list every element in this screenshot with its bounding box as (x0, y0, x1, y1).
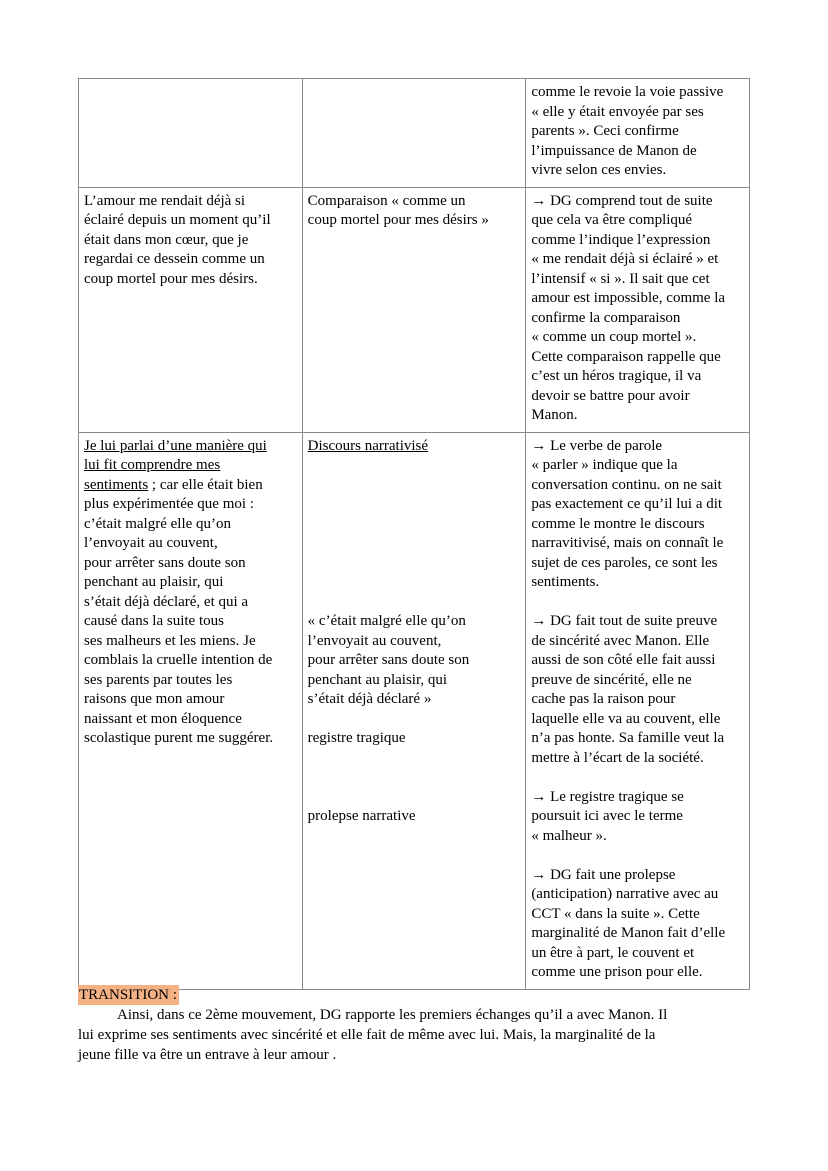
transition-body (78, 1005, 758, 1065)
analysis-table-body (79, 79, 750, 990)
cell-line: n’a pas honte. Sa famille veut la (531, 730, 725, 746)
cell-line: l’intensif « si ». Il sait que cet (531, 270, 710, 287)
cell-line: pas exactement ce qu’il lui a dit (531, 496, 723, 512)
cell-line: raisons que mon amour (84, 691, 225, 707)
cell-line: aussi de son côté elle fait aussi (531, 652, 716, 668)
cell-line: l’envoyait au couvent, (307, 632, 442, 649)
cell-line: naissant et mon éloquence (84, 710, 242, 727)
cell-line: causé dans la suite tous (84, 613, 224, 629)
cell-line (84, 476, 297, 496)
cell-line: → Le registre tragique se (531, 788, 684, 805)
cell-line: s’était déjà déclaré, et qui a (84, 593, 249, 610)
table-cell-col1 (79, 79, 303, 188)
cell-line: pour arrêter sans doute son (84, 554, 246, 571)
cell-line: plus expérimentée que moi : (84, 496, 254, 512)
transition-section (78, 985, 758, 1065)
block-spacer (308, 593, 521, 613)
block-spacer (308, 710, 521, 730)
cell-line: « c’était malgré elle qu’on (307, 613, 466, 629)
cell-line: poursuit ici avec le terme (531, 808, 683, 824)
transition-heading: TRANSITION : (79, 987, 177, 1003)
cell-line: ses malheurs et les miens. Je (84, 632, 256, 649)
cell-line: comme le montre le discours (531, 515, 705, 532)
cell-line: parents ». Ceci confirme (531, 123, 679, 139)
cell-line (84, 437, 297, 457)
cell-line: « parler » indique que la (531, 457, 678, 473)
cell-line: c’était malgré elle qu’on (84, 515, 232, 532)
underlined-text: lui fit comprendre mes (84, 457, 221, 473)
cell-line: Comparaison « comme un (307, 192, 466, 209)
table-cell-col1 (79, 432, 303, 989)
block-spacer (308, 495, 521, 515)
cell-line: comme l’indique l’expression (531, 231, 711, 248)
cell-line (84, 456, 297, 476)
cell-line: coup mortel pour mes désirs » (307, 212, 489, 228)
cell-line: que cela va être compliqué (531, 212, 693, 228)
cell-line: c’est un héros tragique, il va (531, 368, 702, 384)
underlined-text: sentiments (84, 476, 149, 493)
cell-line: marginalité de Manon fait d’elle (531, 925, 726, 941)
cell-line: L’amour me rendait déjà si (84, 192, 246, 209)
transition-line: Ainsi, dans ce 2ème mouvement, DG rapporte les premiers échanges qu’il a avec Manon. Il (117, 1007, 668, 1023)
cell-line: confirme la comparaison (531, 309, 681, 326)
cell-line: vivre selon ces envies. (531, 162, 667, 178)
cell-line: (anticipation) narrative avec au (531, 886, 719, 902)
table-cell-col1 (79, 187, 303, 432)
underlined-text: Je lui parlai d’une manière qui (84, 437, 267, 454)
block-spacer (308, 573, 521, 593)
cell-line: mettre à l’écart de la société. (531, 749, 704, 766)
cell-line: laquelle elle va au couvent, elle (531, 710, 721, 727)
table-cell-col2 (302, 79, 526, 188)
cell-line: sujet de ces paroles, ce sont les (531, 554, 718, 571)
cell-line: l’envoyait au couvent, (84, 535, 218, 551)
cell-line: éclairé depuis un moment qu’il (84, 212, 271, 228)
cell-line: regardai ce dessein comme un (84, 251, 265, 267)
cell-line: → DG fait une prolepse (531, 866, 676, 883)
table-row (79, 79, 750, 188)
cell-line: ses parents par toutes les (84, 671, 233, 688)
cell-line: « elle y était envoyée par ses (531, 103, 704, 120)
table-cell-col3 (526, 187, 750, 432)
cell-line: → DG comprend tout de suite (531, 192, 713, 209)
cell-line: comme le revoie la voie passive (531, 84, 724, 100)
table-cell-col3 (526, 432, 750, 989)
cell-line: penchant au plaisir, qui (84, 574, 224, 590)
table-cell-col3 (526, 79, 750, 188)
cell-line: cache pas la raison pour (531, 691, 676, 707)
cell-line: conversation continu. on ne sait (531, 476, 722, 493)
cell-line: Manon. (531, 407, 578, 423)
block-spacer (308, 554, 521, 574)
cell-line: sentiments. (531, 574, 600, 590)
table-row (79, 432, 750, 989)
block-spacer (531, 593, 744, 613)
cell-line: devoir se battre pour avoir (531, 387, 690, 404)
block-spacer (308, 768, 521, 788)
block-spacer (308, 476, 521, 496)
table-cell-col2 (302, 432, 526, 989)
block-spacer (308, 515, 521, 535)
cell-line: un être à part, le couvent et (531, 944, 695, 961)
cell-line: de sincérité avec Manon. Elle (531, 632, 710, 649)
underlined-text: Discours narrativisé (307, 437, 429, 454)
block-spacer (531, 768, 744, 788)
cell-line: coup mortel pour mes désirs. (84, 270, 258, 287)
cell-line: « me rendait déjà si éclairé » et (531, 251, 719, 267)
transition-line: lui exprime ses sentiments avec sincérité et elle fait de même avec lui. Mais, la marginalité de la (78, 1027, 656, 1043)
block-spacer (308, 456, 521, 476)
cell-line: amour est impossible, comme la (531, 290, 726, 306)
cell-line: Cette comparaison rappelle que (531, 348, 721, 365)
cell-line: comme une prison pour elle. (531, 964, 703, 980)
cell-line: était dans mon cœur, que je (84, 231, 249, 248)
block-spacer (308, 788, 521, 808)
cell-line: « malheur ». (531, 827, 607, 844)
cell-text: ; car elle était bien (148, 476, 263, 493)
cell-line: scolastique purent me suggérer. (84, 730, 274, 746)
cell-line: comblais la cruelle intention de (84, 652, 273, 668)
transition-line: jeune fille va être un entrave à leur amour . (78, 1047, 337, 1063)
cell-line: narravitivisé, mais on connaît le (531, 535, 724, 551)
cell-line: pour arrêter sans doute son (307, 652, 470, 668)
block-spacer (308, 534, 521, 554)
cell-line: prolepse narrative (307, 808, 416, 824)
cell-line: « comme un coup mortel ». (531, 329, 697, 345)
block-spacer (308, 749, 521, 769)
cell-line: → DG fait tout de suite preuve (531, 613, 718, 629)
table-cell-col2 (302, 187, 526, 432)
block-spacer (531, 846, 744, 866)
cell-line: l’impuissance de Manon de (531, 142, 697, 159)
cell-line: preuve de sincérité, elle ne (531, 671, 692, 688)
table-row (79, 187, 750, 432)
analysis-table (78, 78, 750, 990)
cell-line: registre tragique (307, 730, 406, 746)
cell-line: s’était déjà déclaré » (307, 691, 432, 707)
cell-line: CCT « dans la suite ». Cette (531, 905, 700, 922)
cell-line (308, 437, 521, 457)
cell-line: → Le verbe de parole (531, 437, 663, 454)
cell-line: penchant au plaisir, qui (307, 671, 448, 688)
